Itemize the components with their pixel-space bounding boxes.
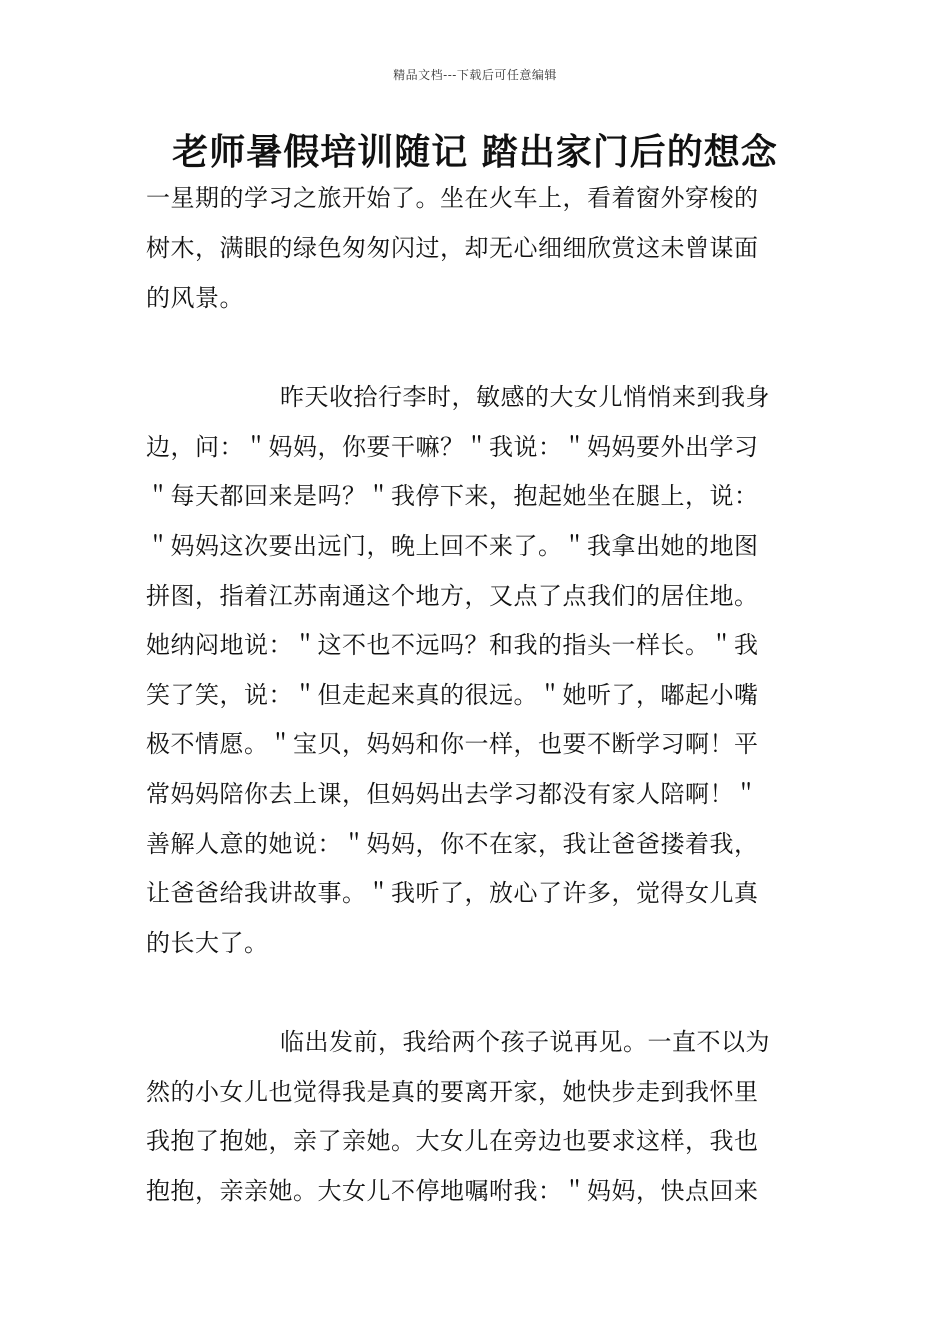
paragraph-2-line-11: 让爸爸给我讲故事。＂我听了，放心了许多，觉得女儿真 [146,879,759,907]
paragraph-1-line-3: 的风景。 [146,284,244,312]
paragraph-2-line-5: 拼图，指着江苏南通这个地方，又点了点我们的居住地。 [146,582,759,610]
header-note: 精品文档---下载后可任意编辑 [393,68,557,82]
paragraph-2-line-7: 笑了笑，说：＂但走起来真的很远。＂她听了，嘟起小嘴 [146,681,759,709]
paragraph-3-line-1: 临出发前，我给两个孩子说再见。一直不以为 [280,1028,770,1056]
paragraph-2-line-4: ＂妈妈这次要出远门，晚上回不来了。＂我拿出她的地图 [146,532,759,560]
paragraph-3-line-4: 抱抱，亲亲她。大女儿不停地嘱咐我：＂妈妈，快点回来 [146,1177,759,1205]
paragraph-2-line-1: 昨天收拾行李时，敏感的大女儿悄悄来到我身 [280,383,770,411]
paragraph-1-line-1: 一星期的学习之旅开始了。坐在火车上，看着窗外穿梭的 [146,184,759,212]
paragraph-3-line-3: 我抱了抱她，亲了亲她。大女儿在旁边也要求这样，我也 [146,1127,759,1155]
paragraph-2-line-8: 极不情愿。＂宝贝，妈妈和你一样，也要不断学习啊！平 [146,730,759,758]
paragraph-3-line-2: 然的小女儿也觉得我是真的要离开家，她快步走到我怀里 [146,1078,759,1106]
paragraph-2-line-10: 善解人意的她说：＂妈妈，你不在家，我让爸爸搂着我， [146,830,759,858]
document-title: 老师暑假培训随记 踏出家门后的想念 [172,131,778,173]
paragraph-2-line-6: 她纳闷地说：＂这不也不远吗？和我的指头一样长。＂我 [146,631,759,659]
paragraph-2-line-9: 常妈妈陪你去上课，但妈妈出去学习都没有家人陪啊！＂ [146,780,759,808]
paragraph-2-line-2: 边，问：＂妈妈，你要干嘛？＂我说：＂妈妈要外出学习 [146,433,759,461]
paragraph-2-line-12: 的长大了。 [146,929,269,957]
paragraph-2-line-3: ＂每天都回来是吗？＂我停下来，抱起她坐在腿上，说： [146,482,759,510]
paragraph-1-line-2: 树木，满眼的绿色匆匆闪过，却无心细细欣赏这未曾谋面 [146,234,759,262]
